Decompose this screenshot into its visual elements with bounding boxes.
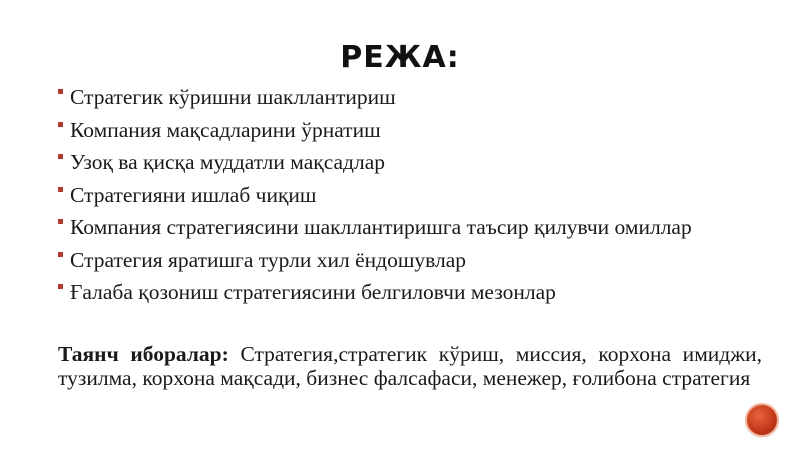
list-item-text: Стратегик кўришни шакллантириш	[70, 85, 396, 109]
list-item	[58, 119, 762, 141]
list-item	[58, 151, 762, 173]
keywords-label: Таянч иборалар:	[58, 342, 229, 366]
list-item-text: Стратегияни ишлаб чиқиш	[70, 182, 317, 207]
slide-title: РЕЖА:	[340, 40, 460, 75]
bullet-marker-icon	[58, 252, 63, 257]
list-item-text: Компания мақсадларини ўрнатиш	[70, 117, 381, 142]
list-item	[58, 249, 762, 271]
list-item-text: Ғалаба қозониш стратегиясини белгиловчи мезонлар	[70, 280, 556, 304]
bullet-marker-icon	[58, 122, 63, 127]
list-item-text: Узоқ ва қисқа муддатли мақсадлар	[70, 150, 386, 174]
list-item	[58, 281, 762, 303]
bullet-marker-icon	[58, 219, 63, 224]
list-item-text: Компания стратегиясини шакллантиришга таъсир қилувчи омиллар	[70, 215, 692, 239]
bullet-marker-icon	[58, 284, 63, 289]
bullet-marker-icon	[58, 187, 63, 192]
keywords-text: Стратегия,стратегик кўриш, миссия, корхона имиджи, тузилма, корхона мақсади, бизнес фалсафаси, менежер, ғолибона стратегия	[58, 342, 762, 390]
list-item	[58, 86, 762, 108]
bullet-marker-icon	[58, 154, 63, 159]
list-item	[58, 216, 762, 238]
list-item-text: Стратегия яратишга турли хил ёндошувлар	[70, 247, 467, 272]
keywords-paragraph	[58, 342, 762, 390]
circle-nav-icon[interactable]	[747, 405, 777, 435]
bullet-marker-icon	[58, 89, 63, 94]
bullet-list	[58, 86, 762, 314]
list-item	[58, 184, 762, 206]
